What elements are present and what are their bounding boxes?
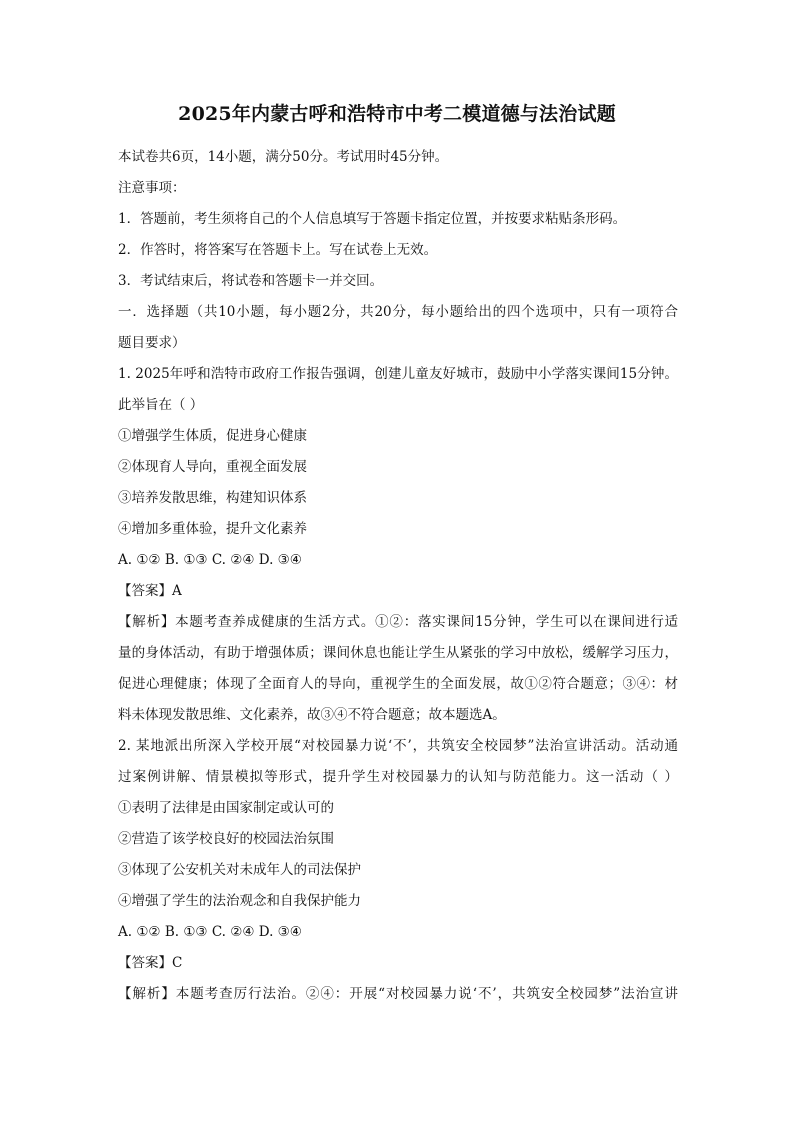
question-2-stem: 2. 某地派出所深入学校开展“对校园暴力说‘不’，共筑安全校园梦”法治宣讲活动。活动通: [118, 738, 678, 754]
section-heading: 题目要求）: [118, 335, 186, 351]
question-2-option: ①表明了法律是由国家制定或认可的: [118, 800, 334, 816]
question-1-analysis: 【解析】本题考查养成健康的生活方式。①②：落实课间15分钟，学生可以在课间进行适: [118, 614, 678, 630]
note-item: 1．答题前，考生须将自己的个人信息填写于答题卡指定位置，并按要求粘贴条形码。: [118, 211, 627, 227]
note-item: 2．作答时，将答案写在答题卡上。写在试卷上无效。: [118, 242, 438, 258]
section-heading: 一．选择题（共10小题，每小题2分，共20分，每小题给出的四个选项中，只有一项符合: [118, 304, 678, 320]
question-1-stem: 此举旨在（ ）: [118, 397, 204, 413]
question-1-choices: A. ①② B. ①③ C. ②④ D. ③④: [118, 552, 302, 568]
note-item: 3．考试结束后，将试卷和答题卡一并交回。: [118, 273, 384, 289]
question-1-analysis: 料未体现发散思维、文化素养，故③④不符合题意；故本题选A。: [118, 707, 506, 723]
notes-heading: 注意事项：: [118, 180, 186, 196]
question-2-answer: 【答案】C: [118, 955, 183, 971]
question-1-option: ④增加多重体验，提升文化素养: [118, 521, 307, 537]
question-1-analysis: 促进心理健康；体现了全面育人的导向，重视学生的全面发展，故①②符合题意；③④：材: [118, 676, 678, 692]
exam-intro: 本试卷共6页，14小题，满分50分。考试用时45分钟。: [118, 149, 449, 165]
question-2-option: ③体现了公安机关对未成年人的司法保护: [118, 862, 361, 878]
question-2-option: ④增强了学生的法治观念和自我保护能力: [118, 893, 361, 909]
page-title: 2025年内蒙古呼和浩特市中考二模道德与法治试题: [178, 103, 616, 125]
question-1-option: ②体现育人导向，重视全面发展: [118, 459, 307, 475]
question-1-stem: 1. 2025年呼和浩特市政府工作报告强调，创建儿童友好城市，鼓励中小学落实课间15分钟。: [118, 366, 678, 382]
question-1-answer: 【答案】A: [118, 583, 182, 599]
question-1-option: ①增强学生体质，促进身心健康: [118, 428, 307, 444]
question-2-stem: 过案例讲解、情景模拟等形式，提升学生对校园暴力的认知与防范能力。这一活动（ ）: [118, 769, 678, 785]
question-1-analysis: 量的身体活动，有助于增强体质；课间休息也能让学生从紧张的学习中放松，缓解学习压力，: [118, 645, 678, 661]
question-2-analysis: 【解析】本题考查厉行法治。②④：开展“对校园暴力说‘不’，共筑安全校园梦”法治宣讲: [118, 986, 678, 1002]
question-2-choices: A. ①② B. ①③ C. ②④ D. ③④: [118, 924, 302, 940]
question-1-option: ③培养发散思维，构建知识体系: [118, 490, 307, 506]
question-2-option: ②营造了该学校良好的校园法治氛围: [118, 831, 334, 847]
